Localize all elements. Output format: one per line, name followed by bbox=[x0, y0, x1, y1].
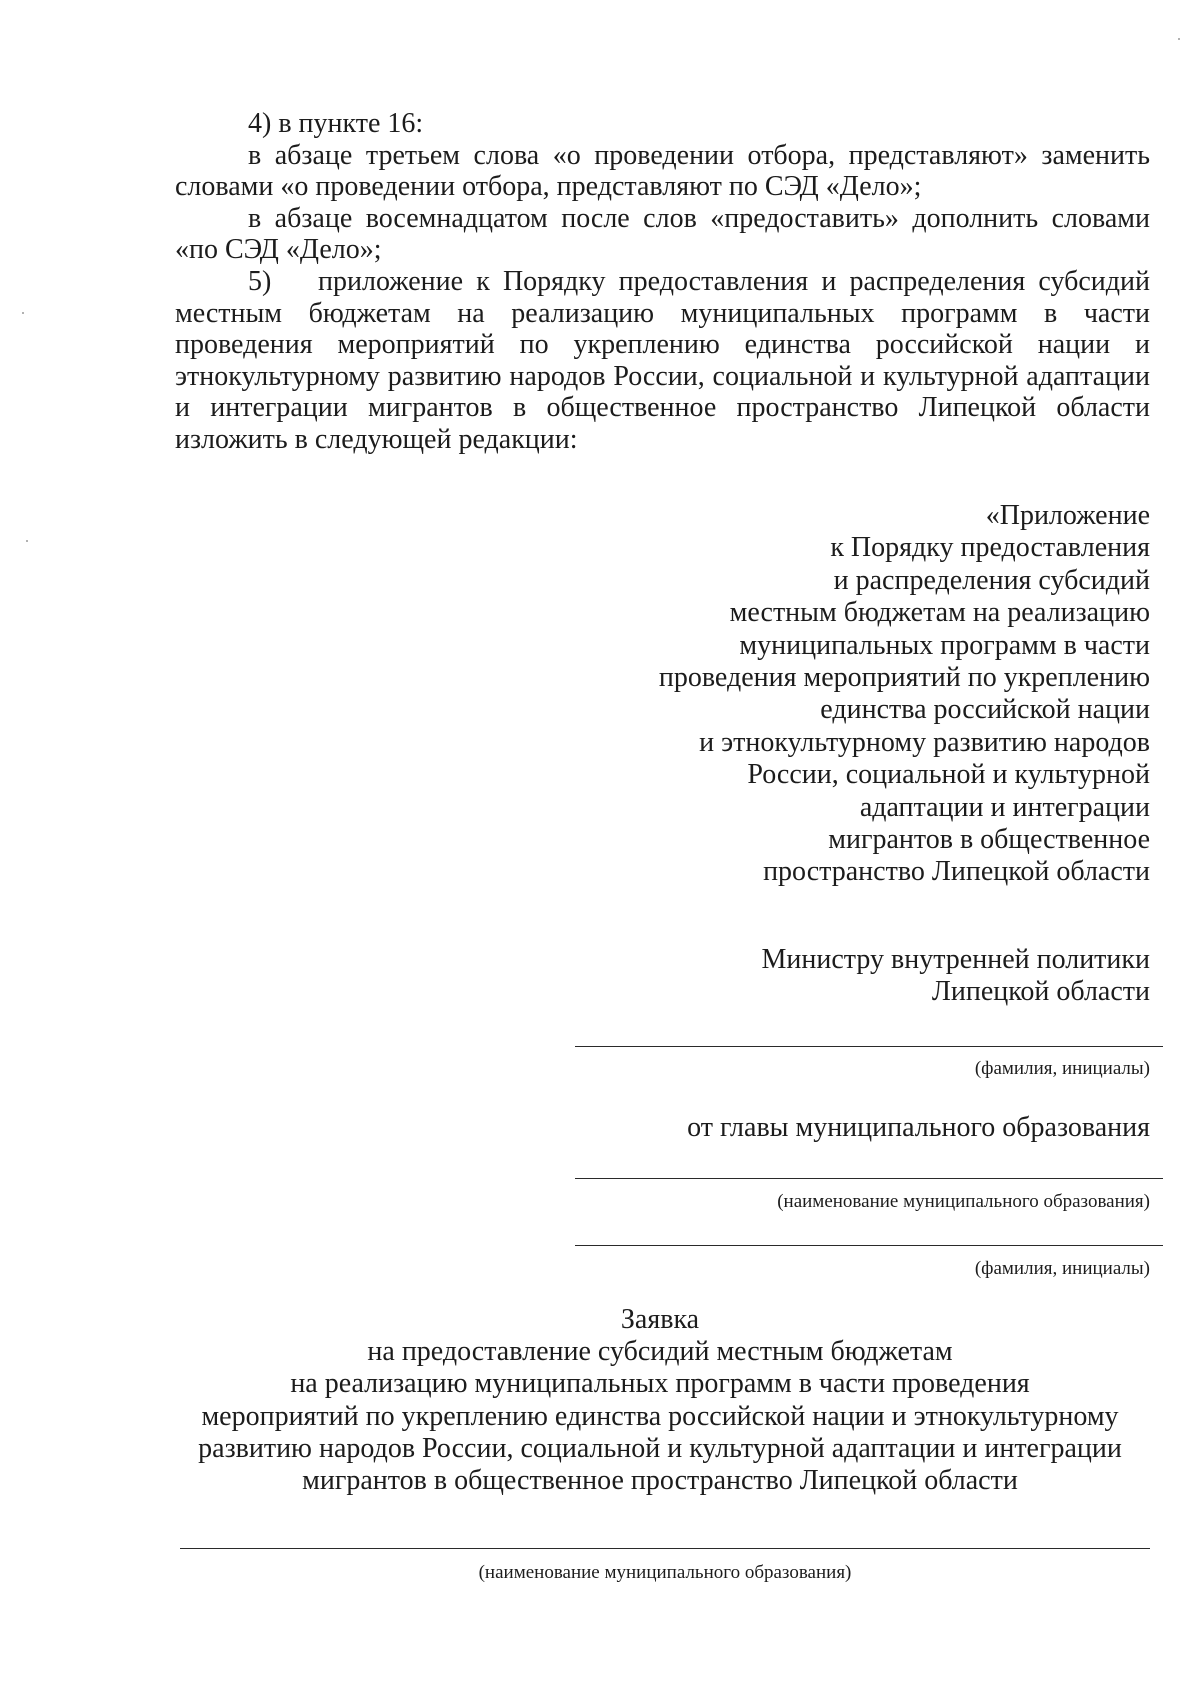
scan-speck bbox=[26, 540, 28, 542]
item-5-text: приложение к Порядку предоставления и распределения субсидий местным бюджетам на реализацию муниципальных программ в части проведения мероприятий по укреплению единства российской нации и этнокультурному развитию народов России, социальной и культурной адаптации и интеграции мигрантов в общественное пространство Липецкой области изложить в следующей редакции: bbox=[175, 265, 1150, 455]
addressee-line-1: Министру внутренней политики bbox=[761, 944, 1150, 975]
appendix-line: России, социальной и культурной bbox=[747, 759, 1150, 791]
application-title-line: развитию народов России, социальной и культурной адаптации и интеграции bbox=[198, 1432, 1122, 1464]
item-4-paragraph-1: в абзаце третьем слова «о проведении отбора, представляют» заменить словами «о проведении отбора, представляют по СЭД «Дело»; bbox=[175, 139, 1150, 203]
addressee-line-2: Липецкой области bbox=[931, 976, 1150, 1007]
appendix-line: к Порядку предоставления bbox=[830, 532, 1150, 564]
municipality-line bbox=[575, 1178, 1163, 1179]
scan-speck bbox=[1178, 38, 1180, 40]
application-title-line: мероприятий по укреплению единства российской нации и этнокультурному bbox=[201, 1400, 1119, 1432]
application-title: Заявка bbox=[620, 1304, 700, 1335]
item-4-paragraph-2: в абзаце восемнадцатом после слов «предоставить» дополнить словами «по СЭД «Дело»; bbox=[175, 202, 1150, 266]
application-title-line: на предоставление субсидий местным бюджетам bbox=[367, 1336, 953, 1368]
municipality-caption: (наименование муниципального образования) bbox=[777, 1191, 1150, 1212]
addressee-name-line bbox=[575, 1046, 1163, 1047]
appendix-line: и распределения субсидий bbox=[833, 564, 1150, 596]
item-4-header: 4) в пункте 16: bbox=[248, 108, 424, 139]
application-title-line: мигрантов в общественное пространство Липецкой области bbox=[302, 1465, 1018, 1497]
scan-speck bbox=[22, 312, 24, 314]
appendix-line: «Приложение bbox=[985, 500, 1150, 531]
head-name-line bbox=[575, 1245, 1163, 1246]
appendix-heading bbox=[450, 500, 1150, 889]
appendix-line: пространство Липецкой области bbox=[763, 856, 1150, 888]
application-title-line: на реализацию муниципальных программ в части проведения bbox=[290, 1368, 1030, 1400]
amendment-text bbox=[175, 108, 1150, 456]
addressee-block bbox=[762, 944, 1150, 1008]
from-head-text: от главы муниципального образования bbox=[687, 1112, 1150, 1143]
appendix-line: адаптации и интеграции bbox=[859, 791, 1150, 823]
head-name-caption: (фамилия, инициалы) bbox=[974, 1258, 1150, 1279]
appendix-line: и этнокультурному развитию народов bbox=[699, 726, 1150, 758]
item-5-number: 5) bbox=[248, 265, 272, 297]
addressee-name-caption: (фамилия, инициалы) bbox=[974, 1058, 1150, 1079]
appendix-line: единства российской нации bbox=[820, 694, 1150, 726]
appendix-line: местным бюджетам на реализацию bbox=[729, 597, 1150, 629]
appendix-line: проведения мероприятий по укреплению bbox=[658, 662, 1150, 694]
appendix-line: муниципальных программ в части bbox=[739, 629, 1150, 661]
item-5-paragraph bbox=[175, 266, 1150, 456]
municipality-name-caption: (наименование муниципального образования) bbox=[478, 1562, 852, 1583]
municipality-name-line bbox=[180, 1548, 1150, 1549]
appendix-line: мигрантов в общественное bbox=[828, 824, 1150, 856]
application-title-block bbox=[150, 1304, 1170, 1497]
